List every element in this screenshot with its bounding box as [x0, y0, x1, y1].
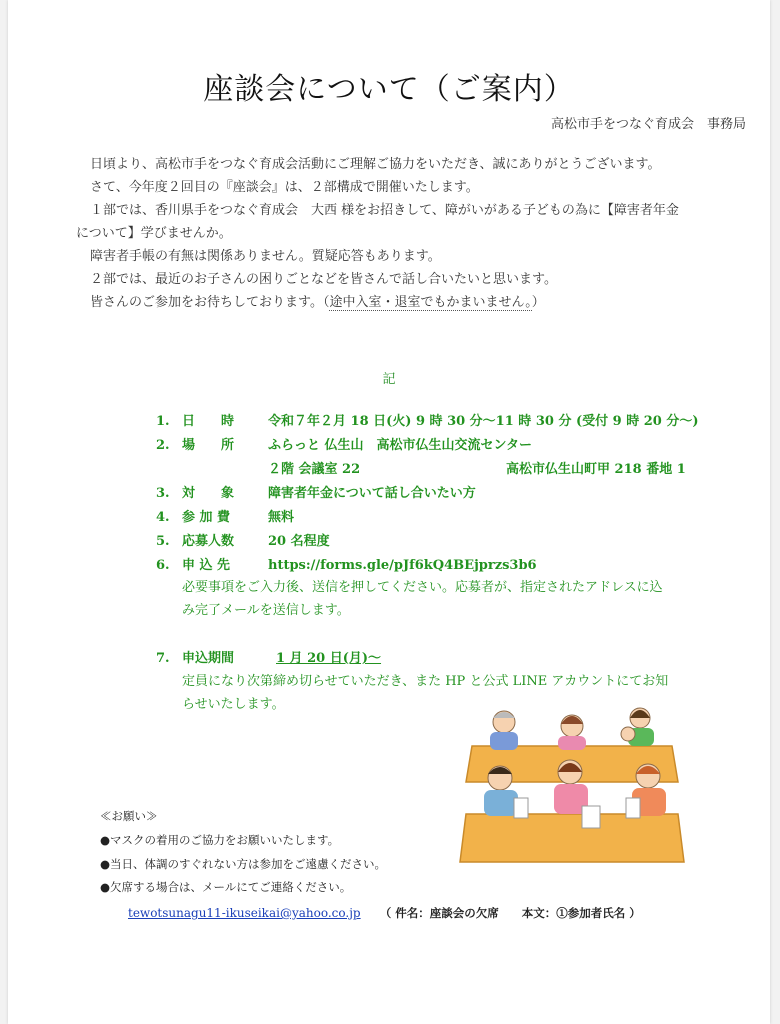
- person-elderly-man: [490, 711, 518, 750]
- underlined-note: 途中入室・退室でもかまいません。: [329, 295, 532, 310]
- item-6-note-1: 必要事項をご入力後、送信を押してください。応募者が、指定されたアドレスに込: [182, 580, 663, 595]
- paragraph-3: １部では、香川県手をつなぐ育成会 大西 様をお招きして、障がいがある子どもの為に【障害者年金: [90, 203, 679, 218]
- item-6-form-link[interactable]: https://forms.gle/pJf6kQ4BEjprzs3b6: [268, 558, 537, 573]
- item-3-label: 対 象: [182, 486, 235, 501]
- item-7-label: 申込期間: [182, 651, 235, 666]
- item-1-num: 1.: [156, 414, 170, 429]
- item-5-value: 20 名程度: [268, 534, 330, 549]
- item-2-value: ふらっと 仏生山 高松市仏生山交流センター: [268, 438, 533, 453]
- paragraph-4: 障害者手帳の有無は関係ありません。質疑応答もあります。: [90, 249, 441, 264]
- item-2-address: 高松市仏生山町甲 218 番地 1: [506, 462, 686, 477]
- item-6-num: 6.: [156, 558, 170, 573]
- item-2: [156, 434, 532, 453]
- item-5: [156, 530, 330, 549]
- item-1: [156, 410, 699, 429]
- item-4-num: 4.: [156, 510, 170, 525]
- person-woman-back: [558, 715, 586, 750]
- item-5-label: 応募人数: [182, 534, 235, 549]
- request-2: ●当日、体調のすぐれない方は参加をご遠慮ください。: [100, 857, 387, 871]
- paragraph-5: ２部では、最近のお子さんの困りごとなどを皆さんで話し合いたいと思います。: [90, 272, 557, 287]
- item-2-label: 場 所: [182, 438, 235, 453]
- item-7-note-1: 定員になり次第締め切らせていただき、また HP と公式 LINE アカウントにてお知: [182, 674, 669, 689]
- item-2-num: 2.: [156, 438, 170, 453]
- contact-subject: （ 件名：座談会の欠席 本文：①参加者氏名 ）: [379, 906, 641, 920]
- item-4: [156, 506, 294, 525]
- item-1-value: 令和７年２月 18 日(火) 9 時 30 分～11 時 30 分 (受付 9 時 20 分～): [268, 414, 699, 429]
- item-4-label: 参 加 費: [182, 510, 231, 525]
- paragraph-6-text: 皆さんのご参加をお待ちしております。（: [90, 295, 330, 310]
- meeting-illustration: [452, 702, 692, 866]
- request-1: ●マスクの着用のご協力をお願いいたします。: [100, 833, 340, 847]
- page-title: 座談会について（ご案内）: [203, 72, 575, 107]
- item-3-num: 3.: [156, 486, 170, 501]
- contact-line: [128, 902, 641, 921]
- organizer: 高松市手をつなぐ育成会 事務局: [550, 117, 746, 132]
- paragraph-1: 日頃より、高松市手をつなぐ育成会活動にご理解ご協力をいただき、誠にありがとうございます。: [90, 157, 661, 172]
- item-6: [156, 554, 537, 573]
- item-1-label: 日 時: [182, 414, 235, 429]
- item-7-value: 1 月 20 日(月)～: [276, 651, 382, 666]
- item-7: [156, 647, 381, 666]
- paragraph-6: [90, 292, 545, 315]
- document-page: [8, 0, 770, 1024]
- item-3: [156, 482, 476, 501]
- item-4-value: 無料: [268, 510, 295, 525]
- item-7-note-2: らせいたします。: [182, 697, 285, 712]
- item-6-label: 申 込 先: [182, 558, 231, 573]
- request-3: ●欠席する場合は、メールにてご連絡ください。: [100, 880, 352, 894]
- person-mother-child: [621, 708, 654, 746]
- item-7-num: 7.: [156, 651, 170, 666]
- paragraph-3-cont: について】学びませんか。: [76, 226, 232, 241]
- item-5-num: 5.: [156, 534, 170, 549]
- paragraph-6-close: ）: [531, 295, 545, 310]
- item-2-room: ２階 会議室 22: [268, 462, 361, 477]
- ki-heading: 記: [382, 372, 396, 387]
- item-6-note-2: み完了メールを送信します。: [182, 603, 350, 618]
- item-3-value: 障害者年金について話し合いたい方: [268, 486, 476, 501]
- paragraph-2: さて、今年度２回目の『座談会』は、２部構成で開催いたします。: [90, 180, 479, 195]
- contact-email-link[interactable]: tewotsunagu11-ikuseikai@yahoo.co.jp: [128, 906, 361, 920]
- requests-heading: ≪お願い≫: [100, 809, 158, 823]
